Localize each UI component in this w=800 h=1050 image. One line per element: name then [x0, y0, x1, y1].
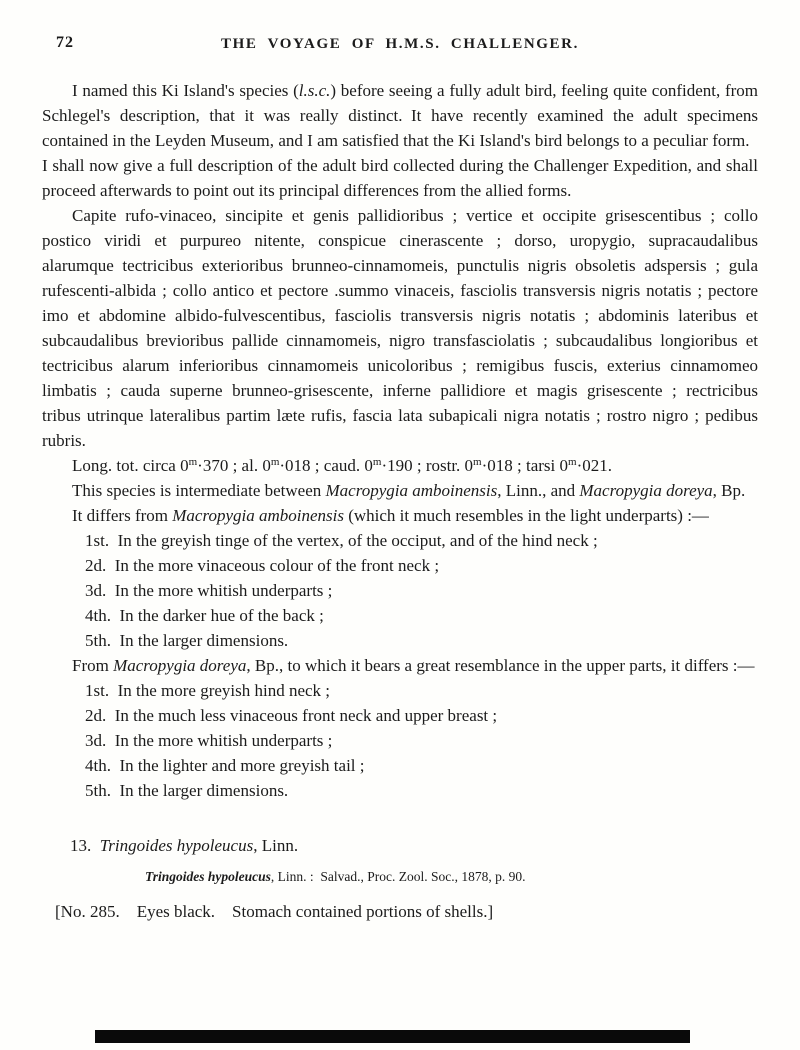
- list-item: 1st. In the greyish tinge of the vertex, of the occiput, and of the hind neck ;: [85, 531, 598, 550]
- text-run: , Bp.: [712, 481, 746, 500]
- species-name-bold-italic: Tringoides hypoleucus: [145, 869, 271, 884]
- list-item: 3d. In the more whitish underparts ;: [85, 581, 333, 600]
- page-header: [0, 0, 800, 52]
- paragraph-differs-doreya: [42, 653, 758, 678]
- list-item: 3d. In the more whitish underparts ;: [85, 731, 333, 750]
- text-run: ·021.: [576, 456, 612, 475]
- species-name-italic: Macropygia doreya: [579, 481, 713, 500]
- paragraph-latin-description: Capite rufo-vinaceo, sincipite et genis pallidioribus ; vertice et occipite grisescentibus ; collo postico viridi et purpureo nitente, conspicue cinerascente ; dorso, uropygio, supracaudalibus alarumque tectricibus exterioribus brunneo-cinnamomeis, punctulis nigris obsoletis adspersis ; gula rufescenti-albida ; collo antico et pectore .summo vinaceis, fasciolis transversis nigris notatis ; pectore imo et abdomine albido-fulvescentibus, fasciolis transversis nigris notatis ; abdominis lateribus et subcaudalibus brevioribus pallide cinnamomeis, nigro transfasciolatis ; subcaudalibus longioribus et tectricibus alarum inferioribus cinnamomeis unicoloribus ; remigibus fuscis, exterius cinnamomeo limbatis ; cauda superne brunneo-grisescente, inferne pallidiore et magis grisescente ; rectricibus tribus utrinque lateralibus partim læte rufis, fascia lata subapicali nigra notatis ; rostro nigro ; pedibus rubris.: [42, 206, 758, 450]
- running-title: THE VOYAGE OF H.M.S. CHALLENGER.: [221, 36, 579, 52]
- species-heading: [70, 833, 758, 858]
- paragraph-measurements: [42, 453, 758, 478]
- italic-abbreviation: l.s.c.: [298, 81, 331, 100]
- list-item: 2d. In the more vinaceous colour of the front neck ;: [85, 556, 440, 575]
- text-run: This species is intermediate between: [72, 481, 326, 500]
- paragraph-introduction: [42, 78, 758, 203]
- superscript-metre: m: [568, 456, 577, 468]
- species-name-italic: Macropygia amboinensis: [325, 481, 498, 500]
- species-section: [42, 833, 758, 924]
- text-run: ·018 ; caud. 0: [279, 456, 373, 475]
- species-name-italic: Tringoides hypoleucus: [99, 836, 254, 855]
- list-item: 1st. In the more greyish hind neck ;: [85, 681, 331, 700]
- text-run: I named this Ki Island's species (: [72, 81, 299, 100]
- superscript-metre: m: [188, 456, 198, 468]
- species-number: 13.: [70, 836, 100, 855]
- text-run: ·018 ; tarsi 0: [481, 456, 569, 475]
- collector-note: [No. 285. Eyes black. Stomach contained portions of shells.]: [55, 902, 494, 921]
- superscript-metre: m: [372, 456, 382, 468]
- species-name-italic: Macropygia amboinensis: [172, 506, 344, 525]
- citation-reference: , Linn. : Salvad., Proc. Zool. Soc., 1878, p. 90.: [270, 869, 526, 884]
- paragraph-differs-amboinensis: [42, 503, 758, 528]
- paragraph-intermediate: [42, 478, 758, 503]
- superscript-metre: m: [473, 456, 482, 468]
- species-authority: , Linn.: [253, 836, 299, 855]
- text-run: From: [72, 656, 114, 675]
- list-item: 2d. In the much less vinaceous front neck and upper breast ;: [85, 706, 498, 725]
- text-run: , Linn., and: [497, 481, 580, 500]
- page-number: 72: [56, 34, 74, 51]
- list-item: 4th. In the darker hue of the back ;: [85, 606, 324, 625]
- text-run: It differs from: [72, 506, 173, 525]
- text-run: (which it much resembles in the light underparts) :—: [343, 506, 709, 525]
- scan-artifact-bar: [95, 1030, 690, 1043]
- synonymy-citation: [145, 867, 758, 886]
- text-run: ·190 ; rostr. 0: [381, 456, 474, 475]
- text-run: ) before seeing a fully adult bird, feeling quite confident, from Schlegel's description, that it was really distinct. It have recently examined the adult specimens contained in the Leyden Museum, and I am satisfied that the Ki Island's bird belongs to a peculiar form. I shall now give a full description of the adult bird collected during the Challenger Expedition, and shall proceed afterwards to point out its principal differences from the allied forms.: [42, 81, 758, 200]
- species-name-italic: Macropygia doreya: [113, 656, 247, 675]
- page-body: [0, 78, 800, 924]
- list-item: 4th. In the lighter and more greyish tail ;: [85, 756, 365, 775]
- list-item: 5th. In the larger dimensions.: [85, 781, 289, 800]
- superscript-metre: m: [270, 456, 280, 468]
- text-run: Long. tot. circa 0: [72, 456, 189, 475]
- list-item: 5th. In the larger dimensions.: [85, 631, 289, 650]
- text-run: , Bp., to which it bears a great resemblance in the upper parts, it differs :—: [246, 656, 755, 675]
- text-run: ·370 ; al. 0: [197, 456, 271, 475]
